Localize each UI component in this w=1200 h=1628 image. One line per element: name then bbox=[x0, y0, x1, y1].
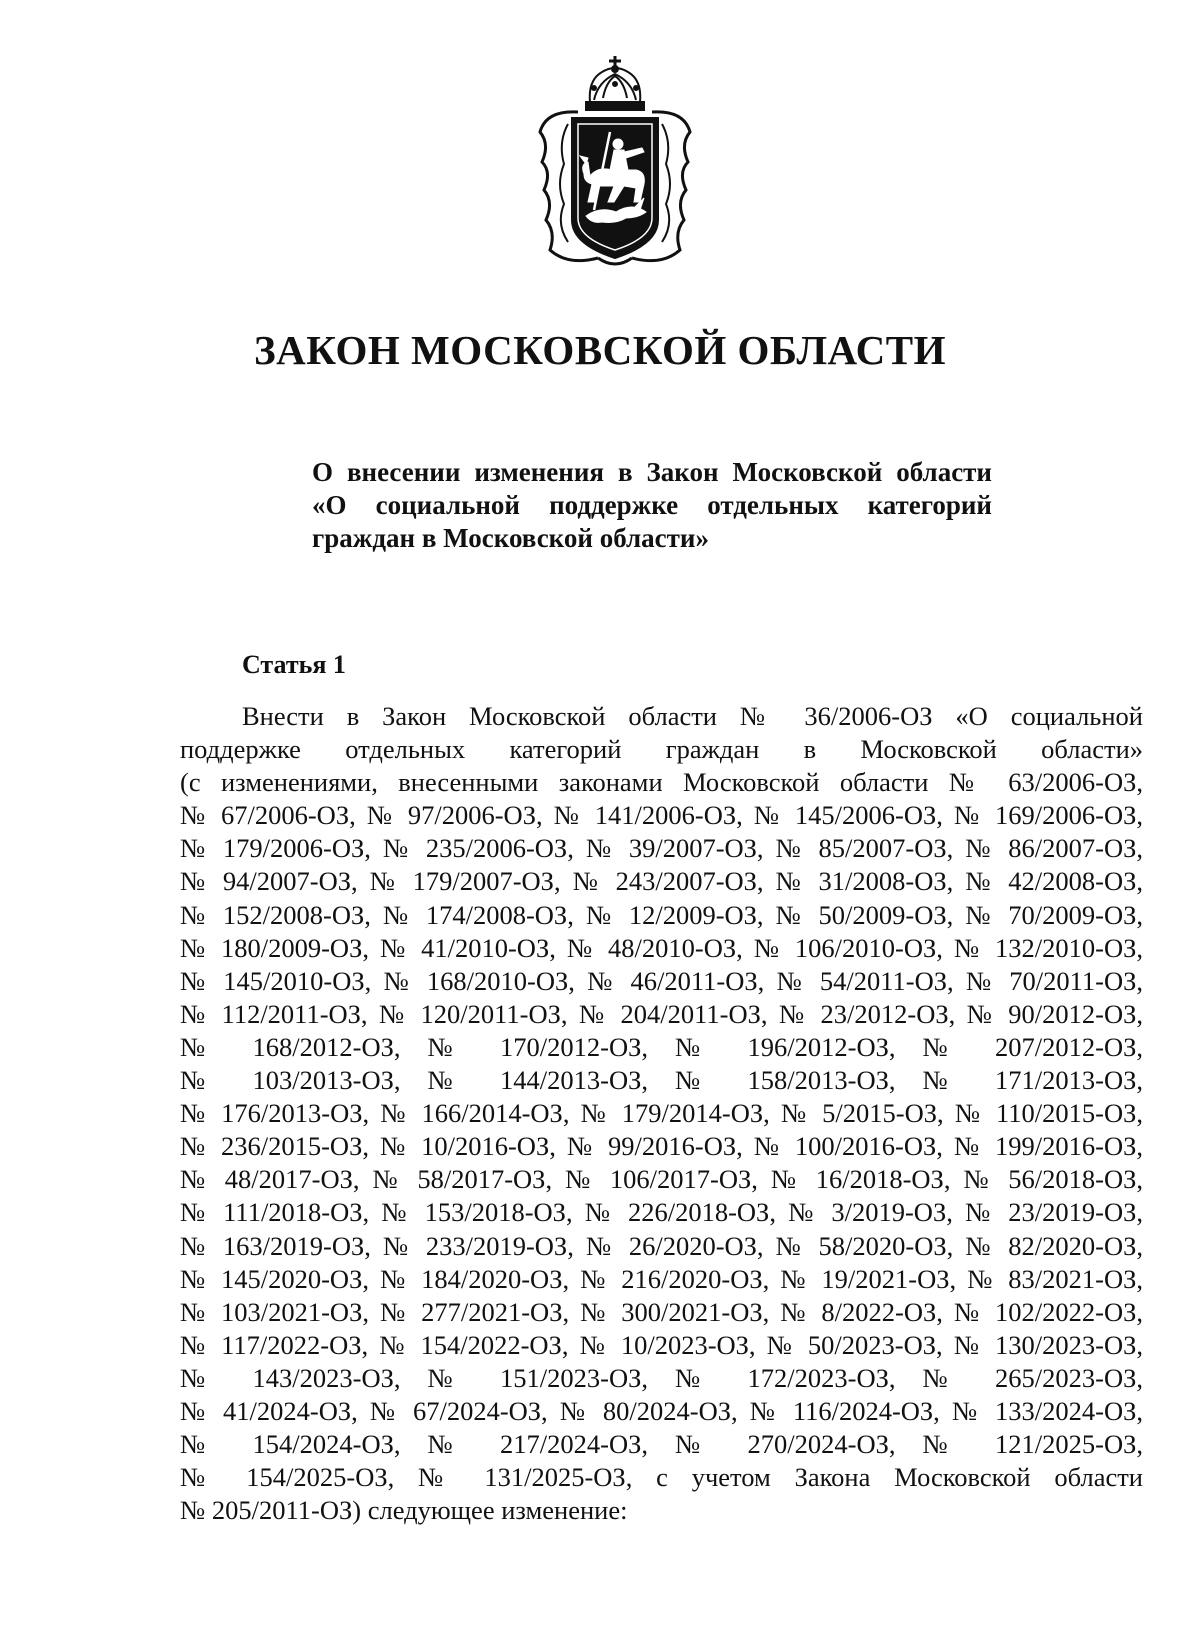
body-line: № 48/2017-ОЗ, № 58/2017-ОЗ, № 106/2017-ОЗ, № 16/2018-ОЗ, № 56/2018-ОЗ, bbox=[180, 1164, 1143, 1195]
article-heading: Статья 1 bbox=[242, 650, 346, 679]
subtitle-line: О внесении изменения в Закон Московской области bbox=[312, 457, 992, 487]
body-line: № 163/2019-ОЗ, № 233/2019-ОЗ, № 26/2020-ОЗ, № 58/2020-ОЗ, № 82/2020-ОЗ, bbox=[180, 1230, 1143, 1261]
body-line: Внести в Закон Московской области № 36/2006-ОЗ «О социальной bbox=[242, 701, 1143, 731]
body-line: (с изменениями, внесенными законами Московской области № 63/2006-ОЗ, bbox=[180, 767, 1143, 798]
body-line: № 179/2006-ОЗ, № 235/2006-ОЗ, № 39/2007-ОЗ, № 85/2007-ОЗ, № 86/2007-ОЗ, bbox=[180, 833, 1143, 864]
coat-of-arms-icon bbox=[528, 52, 702, 272]
body-line: поддержке отдельных категорий граждан в Московской области» bbox=[180, 734, 1143, 765]
body-line: № 145/2020-ОЗ, № 184/2020-ОЗ, № 216/2020-ОЗ, № 19/2021-ОЗ, № 83/2021-ОЗ, bbox=[180, 1263, 1143, 1294]
body-line: № 112/2011-ОЗ, № 120/2011-ОЗ, № 204/2011-ОЗ, № 23/2012-ОЗ, № 90/2012-ОЗ, bbox=[180, 998, 1143, 1029]
article-body bbox=[180, 700, 1143, 1527]
document-subtitle bbox=[312, 456, 992, 555]
body-line: № 103/2013-ОЗ, № 144/2013-ОЗ, № 158/2013-ОЗ, № 171/2013-ОЗ, bbox=[180, 1065, 1143, 1096]
body-line: № 154/2024-ОЗ, № 217/2024-ОЗ, № 270/2024-ОЗ, № 121/2025-ОЗ, bbox=[180, 1429, 1143, 1460]
body-line: № 41/2024-ОЗ, № 67/2024-ОЗ, № 80/2024-ОЗ, № 116/2024-ОЗ, № 133/2024-ОЗ, bbox=[180, 1395, 1143, 1426]
body-line: № 94/2007-ОЗ, № 179/2007-ОЗ, № 243/2007-ОЗ, № 31/2008-ОЗ, № 42/2008-ОЗ, bbox=[180, 866, 1143, 897]
crown-icon bbox=[586, 56, 644, 110]
body-line: № 103/2021-ОЗ, № 277/2021-ОЗ, № 300/2021-ОЗ, № 8/2022-ОЗ, № 102/2022-ОЗ, bbox=[180, 1296, 1143, 1327]
body-line: № 236/2015-ОЗ, № 10/2016-ОЗ, № 99/2016-ОЗ, № 100/2016-ОЗ, № 199/2016-ОЗ, bbox=[180, 1131, 1143, 1162]
body-line: № 180/2009-ОЗ, № 41/2010-ОЗ, № 48/2010-ОЗ, № 106/2010-ОЗ, № 132/2010-ОЗ, bbox=[180, 932, 1143, 963]
body-line: № 145/2010-ОЗ, № 168/2010-ОЗ, № 46/2011-ОЗ, № 54/2011-ОЗ, № 70/2011-ОЗ, bbox=[180, 965, 1143, 996]
body-line: № 117/2022-ОЗ, № 154/2022-ОЗ, № 10/2023-ОЗ, № 50/2023-ОЗ, № 130/2023-ОЗ, bbox=[180, 1329, 1143, 1360]
body-line: № 154/2025-ОЗ, № 131/2025-ОЗ, с учетом Закона Московской области bbox=[180, 1462, 1143, 1493]
shield-icon bbox=[572, 118, 658, 258]
subtitle-line: граждан в Московской области» bbox=[312, 523, 709, 553]
document-title: ЗАКОН МОСКОВСКОЙ ОБЛАСТИ bbox=[254, 327, 946, 373]
body-line: № 168/2012-ОЗ, № 170/2012-ОЗ, № 196/2012-ОЗ, № 207/2012-ОЗ, bbox=[180, 1031, 1143, 1062]
body-line: № 143/2023-ОЗ, № 151/2023-ОЗ, № 172/2023-ОЗ, № 265/2023-ОЗ, bbox=[180, 1362, 1143, 1393]
body-line: № 205/2011-ОЗ) следующее изменение: bbox=[180, 1495, 628, 1526]
body-line: № 152/2008-ОЗ, № 174/2008-ОЗ, № 12/2009-ОЗ, № 50/2009-ОЗ, № 70/2009-ОЗ, bbox=[180, 899, 1143, 930]
subtitle-line: «О социальной поддержке отдельных категорий bbox=[312, 490, 992, 520]
body-line: № 67/2006-ОЗ, № 97/2006-ОЗ, № 141/2006-ОЗ, № 145/2006-ОЗ, № 169/2006-ОЗ, bbox=[180, 800, 1143, 831]
body-line: № 111/2018-ОЗ, № 153/2018-ОЗ, № 226/2018-ОЗ, № 3/2019-ОЗ, № 23/2019-ОЗ, bbox=[180, 1197, 1143, 1228]
body-line: № 176/2013-ОЗ, № 166/2014-ОЗ, № 179/2014-ОЗ, № 5/2015-ОЗ, № 110/2015-ОЗ, bbox=[180, 1098, 1143, 1129]
